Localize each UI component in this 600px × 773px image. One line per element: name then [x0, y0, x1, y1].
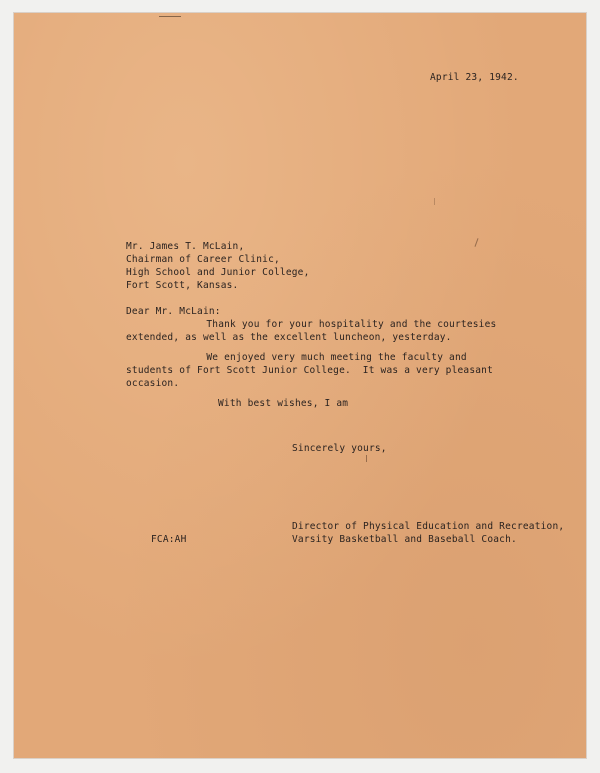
paragraph-line: Thank you for your hospitality and the courtesies [159, 319, 497, 330]
paragraph-line: extended, as well as the excellent luncheon, yesterday. [126, 332, 452, 343]
recipient-line: High School and Junior College, [126, 267, 310, 278]
recipient-line: Fort Scott, Kansas. [126, 280, 239, 291]
title-line: Varsity Basketball and Baseball Coach. [292, 534, 517, 545]
letter-paper [14, 13, 586, 758]
closing-line: With best wishes, I am [218, 398, 349, 409]
pen-mark [366, 455, 367, 462]
paper-mark [434, 198, 435, 205]
typist-initials: FCA:AH [151, 534, 187, 545]
salutation: Dear Mr. McLain: [126, 306, 221, 317]
recipient-line: Mr. James T. McLain, [126, 241, 245, 252]
paper-mark [474, 238, 478, 247]
paragraph-line: occasion. [126, 378, 180, 389]
complimentary-close: Sincerely yours, [292, 443, 387, 454]
paragraph-line: We enjoyed very much meeting the faculty and [159, 352, 467, 363]
recipient-line: Chairman of Career Clinic, [126, 254, 280, 265]
paragraph-line: students of Fort Scott Junior College. It was a very pleasant [126, 365, 494, 376]
paper-mark [159, 16, 181, 17]
title-line: Director of Physical Education and Recreation, [292, 521, 565, 532]
letter-date: April 23, 1942. [430, 72, 519, 83]
